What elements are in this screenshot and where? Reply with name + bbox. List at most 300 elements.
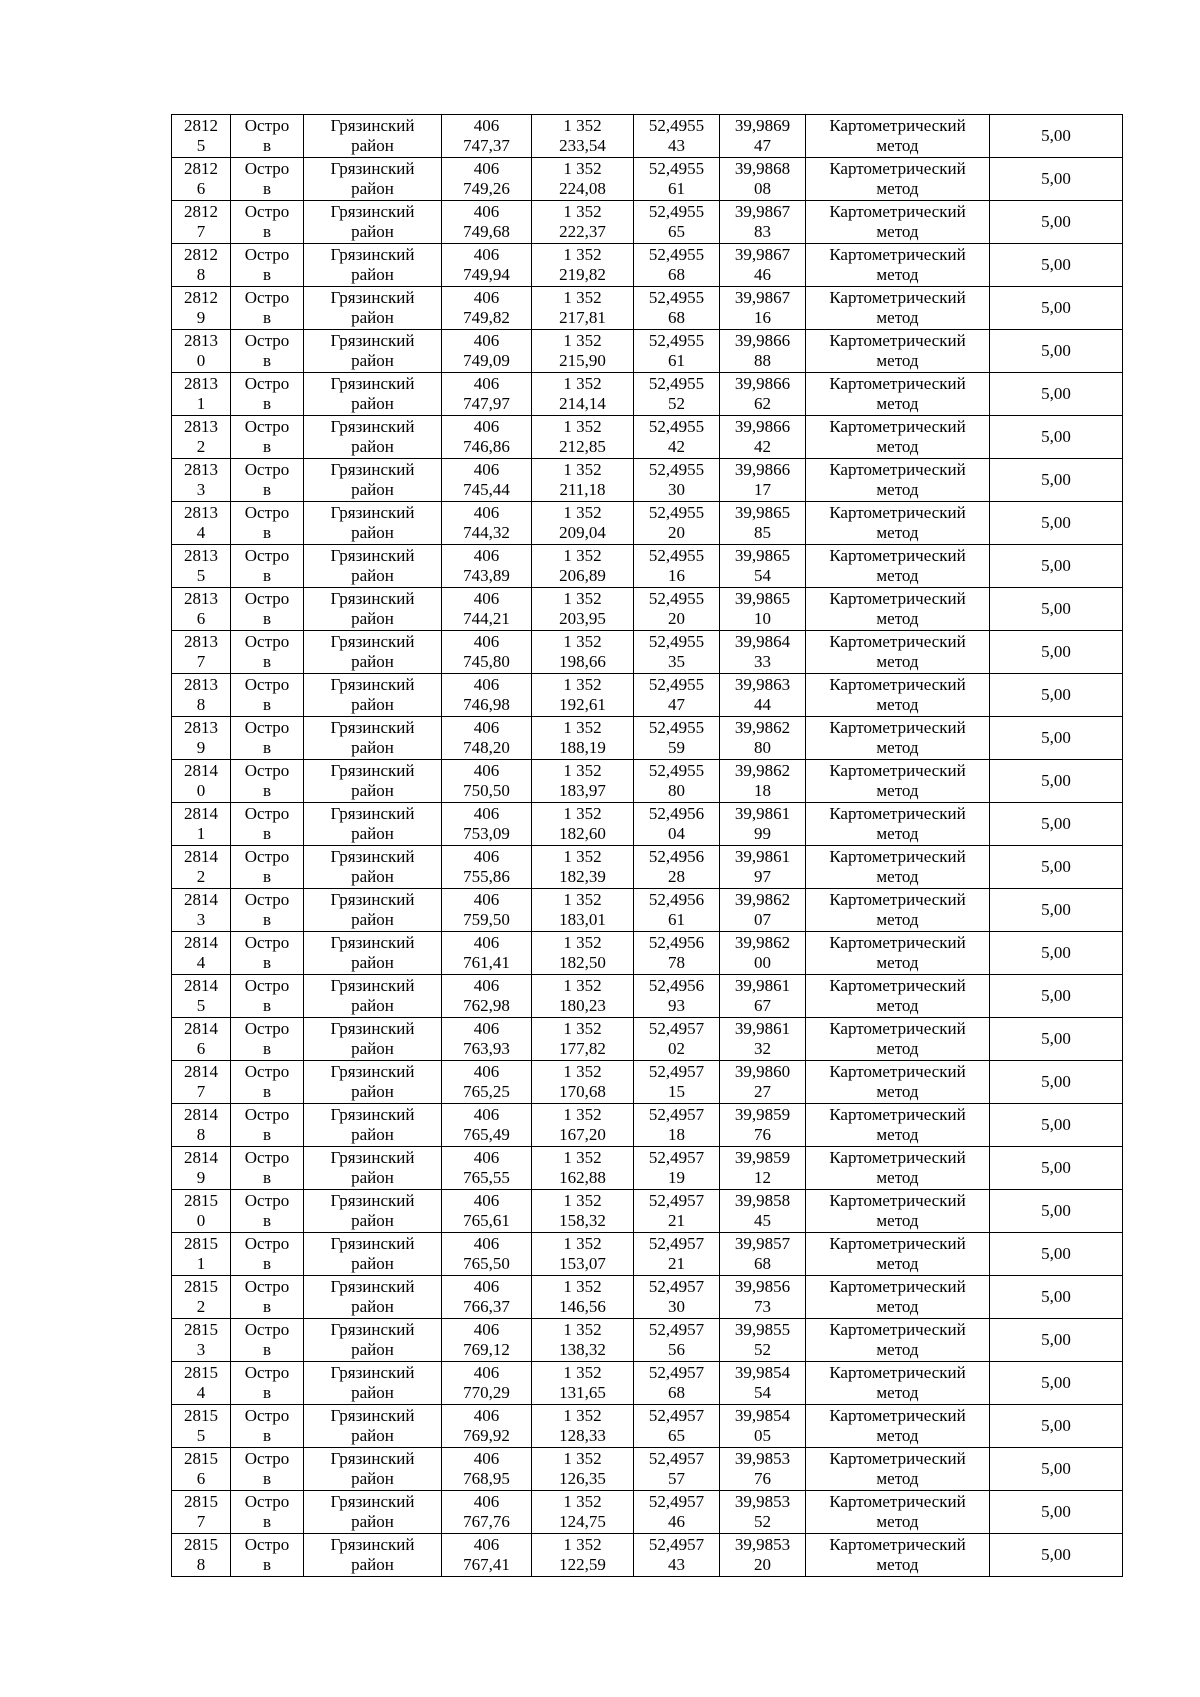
cell-text: 1 352 bbox=[563, 890, 602, 909]
cell-text: 52,4955 bbox=[648, 546, 705, 565]
cell-text: метод bbox=[876, 1168, 919, 1187]
cell-text: 19 bbox=[668, 1168, 685, 1187]
cell-text: 39,9861 bbox=[734, 976, 791, 995]
cell-text: 83 bbox=[754, 222, 771, 241]
cell-text: 1 352 bbox=[563, 632, 602, 651]
cell-text: 39,9858 bbox=[734, 1191, 791, 1210]
cell-text: Картометрический bbox=[829, 546, 966, 565]
coord-y-cell bbox=[532, 1448, 634, 1491]
cell-text: в bbox=[262, 609, 272, 628]
table-row bbox=[172, 803, 1123, 846]
cell-text: 2 bbox=[196, 437, 206, 456]
district-cell bbox=[304, 1491, 442, 1534]
cell-text: 167,20 bbox=[559, 1125, 606, 1144]
point-number-cell bbox=[172, 803, 231, 846]
cell-text: Грязинский bbox=[330, 1234, 415, 1253]
cell-text: 39,9866 bbox=[734, 417, 791, 436]
cell-text: 406 bbox=[473, 804, 500, 823]
cell-text: 222,37 bbox=[559, 222, 606, 241]
latitude-cell bbox=[634, 115, 720, 158]
method-cell bbox=[806, 932, 990, 975]
cell-text: 28 bbox=[668, 867, 685, 886]
method-cell bbox=[806, 244, 990, 287]
cell-text: 52,4955 bbox=[648, 417, 705, 436]
cell-text: 08 bbox=[754, 179, 771, 198]
cell-text: 4 bbox=[196, 523, 206, 542]
cell-text: 406 bbox=[473, 1449, 500, 1468]
point-number-cell bbox=[172, 158, 231, 201]
table-row bbox=[172, 760, 1123, 803]
cell-text: 5,00 bbox=[1041, 857, 1071, 876]
longitude-cell bbox=[720, 803, 806, 846]
cell-text: 18 bbox=[754, 781, 771, 800]
cell-text: район bbox=[351, 566, 394, 585]
accuracy-cell bbox=[990, 502, 1123, 545]
object-name-cell bbox=[231, 459, 304, 502]
cell-text: 1 bbox=[196, 1254, 206, 1273]
object-name-cell bbox=[231, 631, 304, 674]
cell-text: 6 bbox=[196, 1469, 206, 1488]
object-name-cell bbox=[231, 1018, 304, 1061]
latitude-cell bbox=[634, 158, 720, 201]
latitude-cell bbox=[634, 1534, 720, 1577]
coord-y-cell bbox=[532, 760, 634, 803]
cell-text: 5,00 bbox=[1041, 470, 1071, 489]
latitude-cell bbox=[634, 373, 720, 416]
coord-x-cell bbox=[442, 545, 532, 588]
cell-text: 749,26 bbox=[463, 179, 510, 198]
cell-text: 1 352 bbox=[563, 1105, 602, 1124]
cell-text: 39,9868 bbox=[734, 159, 791, 178]
cell-text: 52,4955 bbox=[648, 245, 705, 264]
cell-text: 1 352 bbox=[563, 1191, 602, 1210]
cell-text: 52,4956 bbox=[648, 890, 705, 909]
point-number-cell bbox=[172, 545, 231, 588]
cell-text: 2813 bbox=[184, 546, 218, 565]
cell-text: 39,9863 bbox=[734, 675, 791, 694]
cell-text: 97 bbox=[754, 867, 771, 886]
method-cell bbox=[806, 502, 990, 545]
cell-text: Картометрический bbox=[829, 933, 966, 952]
cell-text: в bbox=[262, 566, 272, 585]
cell-text: Остро bbox=[244, 976, 290, 995]
cell-text: 188,19 bbox=[559, 738, 606, 757]
longitude-cell bbox=[720, 975, 806, 1018]
cell-text: 5,00 bbox=[1041, 513, 1071, 532]
cell-text: 5,00 bbox=[1041, 771, 1071, 790]
district-cell bbox=[304, 502, 442, 545]
coord-y-cell bbox=[532, 803, 634, 846]
coord-x-cell bbox=[442, 631, 532, 674]
cell-text: Остро bbox=[244, 1019, 290, 1038]
cell-text: 68 bbox=[754, 1254, 771, 1273]
cell-text: 406 bbox=[473, 1062, 500, 1081]
coord-x-cell bbox=[442, 846, 532, 889]
cell-text: Остро bbox=[244, 503, 290, 522]
accuracy-cell bbox=[990, 287, 1123, 330]
accuracy-cell bbox=[990, 158, 1123, 201]
cell-text: 5,00 bbox=[1041, 1545, 1071, 1564]
table-row bbox=[172, 846, 1123, 889]
table-row bbox=[172, 588, 1123, 631]
cell-text: Картометрический bbox=[829, 976, 966, 995]
cell-text: в bbox=[262, 1254, 272, 1273]
method-cell bbox=[806, 287, 990, 330]
cell-text: Картометрический bbox=[829, 460, 966, 479]
cell-text: 59 bbox=[668, 738, 685, 757]
cell-text: метод bbox=[876, 1426, 919, 1445]
cell-text: 755,86 bbox=[463, 867, 510, 886]
cell-text: 39,9856 bbox=[734, 1277, 791, 1296]
cell-text: в bbox=[262, 179, 272, 198]
coord-y-cell bbox=[532, 588, 634, 631]
cell-text: Остро bbox=[244, 245, 290, 264]
cell-text: 765,61 bbox=[463, 1211, 510, 1230]
district-cell bbox=[304, 674, 442, 717]
cell-text: 52 bbox=[754, 1340, 771, 1359]
cell-text: 39,9859 bbox=[734, 1148, 791, 1167]
longitude-cell bbox=[720, 545, 806, 588]
cell-text: Грязинский bbox=[330, 632, 415, 651]
latitude-cell bbox=[634, 932, 720, 975]
cell-text: 769,12 bbox=[463, 1340, 510, 1359]
object-name-cell bbox=[231, 803, 304, 846]
cell-text: 1 352 bbox=[563, 1234, 602, 1253]
cell-text: 2815 bbox=[184, 1191, 218, 1210]
cell-text: 39,9867 bbox=[734, 245, 791, 264]
object-name-cell bbox=[231, 1362, 304, 1405]
cell-text: 05 bbox=[754, 1426, 771, 1445]
table-row bbox=[172, 287, 1123, 330]
cell-text: 0 bbox=[196, 351, 206, 370]
cell-text: 2815 bbox=[184, 1406, 218, 1425]
object-name-cell bbox=[231, 760, 304, 803]
cell-text: метод bbox=[876, 1383, 919, 1402]
cell-text: в bbox=[262, 1297, 272, 1316]
accuracy-cell bbox=[990, 1147, 1123, 1190]
cell-text: 52,4955 bbox=[648, 331, 705, 350]
cell-text: Грязинский bbox=[330, 503, 415, 522]
cell-text: 52,4957 bbox=[648, 1449, 705, 1468]
cell-text: в bbox=[262, 480, 272, 499]
method-cell bbox=[806, 674, 990, 717]
district-cell bbox=[304, 373, 442, 416]
cell-text: 2813 bbox=[184, 374, 218, 393]
district-cell bbox=[304, 631, 442, 674]
cell-text: 52,4957 bbox=[648, 1062, 705, 1081]
cell-text: район bbox=[351, 394, 394, 413]
cell-text: район bbox=[351, 265, 394, 284]
cell-text: 39,9862 bbox=[734, 890, 791, 909]
cell-text: 7 bbox=[196, 1512, 206, 1531]
method-cell bbox=[806, 1405, 990, 1448]
cell-text: 39,9866 bbox=[734, 374, 791, 393]
latitude-cell bbox=[634, 889, 720, 932]
longitude-cell bbox=[720, 287, 806, 330]
coord-x-cell bbox=[442, 1147, 532, 1190]
table-row bbox=[172, 201, 1123, 244]
cell-text: метод bbox=[876, 824, 919, 843]
cell-text: Картометрический bbox=[829, 503, 966, 522]
accuracy-cell bbox=[990, 760, 1123, 803]
cell-text: 52,4956 bbox=[648, 976, 705, 995]
cell-text: 52,4957 bbox=[648, 1191, 705, 1210]
cell-text: 39,9865 bbox=[734, 546, 791, 565]
cell-text: Остро bbox=[244, 718, 290, 737]
latitude-cell bbox=[634, 1190, 720, 1233]
table-row bbox=[172, 1405, 1123, 1448]
cell-text: 406 bbox=[473, 1234, 500, 1253]
longitude-cell bbox=[720, 459, 806, 502]
cell-text: 39,9866 bbox=[734, 331, 791, 350]
cell-text: в bbox=[262, 695, 272, 714]
cell-text: район bbox=[351, 1555, 394, 1574]
cell-text: 1 352 bbox=[563, 1062, 602, 1081]
cell-text: 46 bbox=[668, 1512, 685, 1531]
accuracy-cell bbox=[990, 1491, 1123, 1534]
cell-text: 1 352 bbox=[563, 1148, 602, 1167]
cell-text: 1 352 bbox=[563, 976, 602, 995]
cell-text: Грязинский bbox=[330, 288, 415, 307]
object-name-cell bbox=[231, 330, 304, 373]
method-cell bbox=[806, 115, 990, 158]
cell-text: Грязинский bbox=[330, 374, 415, 393]
cell-text: 39,9862 bbox=[734, 718, 791, 737]
cell-text: Картометрический bbox=[829, 1148, 966, 1167]
object-name-cell bbox=[231, 287, 304, 330]
cell-text: в bbox=[262, 222, 272, 241]
cell-text: метод bbox=[876, 480, 919, 499]
cell-text: район bbox=[351, 1512, 394, 1531]
method-cell bbox=[806, 1147, 990, 1190]
coord-x-cell bbox=[442, 201, 532, 244]
cell-text: метод bbox=[876, 265, 919, 284]
district-cell bbox=[304, 588, 442, 631]
cell-text: метод bbox=[876, 910, 919, 929]
latitude-cell bbox=[634, 287, 720, 330]
cell-text: 2814 bbox=[184, 847, 218, 866]
point-number-cell bbox=[172, 975, 231, 1018]
cell-text: 52,4957 bbox=[648, 1406, 705, 1425]
cell-text: 5,00 bbox=[1041, 1244, 1071, 1263]
cell-text: 1 352 bbox=[563, 1449, 602, 1468]
district-cell bbox=[304, 803, 442, 846]
cell-text: Картометрический bbox=[829, 1363, 966, 1382]
cell-text: Остро bbox=[244, 1535, 290, 1554]
coord-x-cell bbox=[442, 889, 532, 932]
cell-text: 1 352 bbox=[563, 933, 602, 952]
cell-text: Картометрический bbox=[829, 1234, 966, 1253]
cell-text: Остро bbox=[244, 1062, 290, 1081]
cell-text: 65 bbox=[668, 222, 685, 241]
object-name-cell bbox=[231, 373, 304, 416]
cell-text: 39,9853 bbox=[734, 1535, 791, 1554]
cell-text: Грязинский bbox=[330, 331, 415, 350]
point-number-cell bbox=[172, 1233, 231, 1276]
cell-text: 2812 bbox=[184, 116, 218, 135]
cell-text: 769,92 bbox=[463, 1426, 510, 1445]
latitude-cell bbox=[634, 588, 720, 631]
longitude-cell bbox=[720, 1018, 806, 1061]
district-cell bbox=[304, 1448, 442, 1491]
cell-text: Грязинский bbox=[330, 1191, 415, 1210]
accuracy-cell bbox=[990, 889, 1123, 932]
cell-text: 2814 bbox=[184, 761, 218, 780]
longitude-cell bbox=[720, 1276, 806, 1319]
coord-y-cell bbox=[532, 717, 634, 760]
method-cell bbox=[806, 1104, 990, 1147]
cell-text: 406 bbox=[473, 417, 500, 436]
district-cell bbox=[304, 545, 442, 588]
point-number-cell bbox=[172, 889, 231, 932]
district-cell bbox=[304, 330, 442, 373]
point-number-cell bbox=[172, 502, 231, 545]
object-name-cell bbox=[231, 846, 304, 889]
coord-y-cell bbox=[532, 287, 634, 330]
coord-y-cell bbox=[532, 674, 634, 717]
cell-text: район bbox=[351, 1082, 394, 1101]
cell-text: метод bbox=[876, 953, 919, 972]
coord-x-cell bbox=[442, 115, 532, 158]
cell-text: 43 bbox=[668, 1555, 685, 1574]
cell-text: 3 bbox=[196, 910, 206, 929]
cell-text: 39,9866 bbox=[734, 460, 791, 479]
cell-text: 5 bbox=[196, 136, 206, 155]
cell-text: 73 bbox=[754, 1297, 771, 1316]
accuracy-cell bbox=[990, 1233, 1123, 1276]
district-cell bbox=[304, 115, 442, 158]
latitude-cell bbox=[634, 1061, 720, 1104]
cell-text: Грязинский bbox=[330, 1148, 415, 1167]
longitude-cell bbox=[720, 1190, 806, 1233]
cell-text: в bbox=[262, 523, 272, 542]
cell-text: Грязинский bbox=[330, 761, 415, 780]
point-number-cell bbox=[172, 1190, 231, 1233]
cell-text: Остро bbox=[244, 1277, 290, 1296]
cell-text: Грязинский bbox=[330, 890, 415, 909]
district-cell bbox=[304, 1405, 442, 1448]
cell-text: 406 bbox=[473, 1105, 500, 1124]
longitude-cell bbox=[720, 201, 806, 244]
method-cell bbox=[806, 1233, 990, 1276]
cell-text: 153,07 bbox=[559, 1254, 606, 1273]
cell-text: 52,4956 bbox=[648, 804, 705, 823]
cell-text: 35 bbox=[668, 652, 685, 671]
cell-text: Остро bbox=[244, 417, 290, 436]
cell-text: 2815 bbox=[184, 1234, 218, 1253]
cell-text: 52 bbox=[668, 394, 685, 413]
cell-text: район bbox=[351, 910, 394, 929]
cell-text: 746,86 bbox=[463, 437, 510, 456]
cell-text: 5,00 bbox=[1041, 1201, 1071, 1220]
accuracy-cell bbox=[990, 1405, 1123, 1448]
cell-text: 4 bbox=[196, 1383, 206, 1402]
coord-y-cell bbox=[532, 975, 634, 1018]
method-cell bbox=[806, 1276, 990, 1319]
cell-text: 182,60 bbox=[559, 824, 606, 843]
district-cell bbox=[304, 244, 442, 287]
method-cell bbox=[806, 1319, 990, 1362]
cell-text: 39,9867 bbox=[734, 202, 791, 221]
accuracy-cell bbox=[990, 975, 1123, 1018]
object-name-cell bbox=[231, 545, 304, 588]
cell-text: 52,4957 bbox=[648, 1535, 705, 1554]
cell-text: Картометрический bbox=[829, 245, 966, 264]
cell-text: 746,98 bbox=[463, 695, 510, 714]
table-row bbox=[172, 1233, 1123, 1276]
latitude-cell bbox=[634, 631, 720, 674]
cell-text: 47 bbox=[668, 695, 685, 714]
cell-text: 1 352 bbox=[563, 1492, 602, 1511]
table-row bbox=[172, 1104, 1123, 1147]
cell-text: 99 bbox=[754, 824, 771, 843]
cell-text: 747,97 bbox=[463, 394, 510, 413]
longitude-cell bbox=[720, 1448, 806, 1491]
cell-text: 1 352 bbox=[563, 374, 602, 393]
coord-y-cell bbox=[532, 502, 634, 545]
cell-text: Грязинский bbox=[330, 1105, 415, 1124]
cell-text: Картометрический bbox=[829, 116, 966, 135]
table-row bbox=[172, 1018, 1123, 1061]
cell-text: 749,09 bbox=[463, 351, 510, 370]
method-cell bbox=[806, 1190, 990, 1233]
coord-y-cell bbox=[532, 1319, 634, 1362]
cell-text: 68 bbox=[668, 1383, 685, 1402]
district-cell bbox=[304, 1061, 442, 1104]
cell-text: 209,04 bbox=[559, 523, 606, 542]
method-cell bbox=[806, 459, 990, 502]
cell-text: 5,00 bbox=[1041, 1115, 1071, 1134]
cell-text: 39,9859 bbox=[734, 1105, 791, 1124]
cell-text: Грязинский bbox=[330, 1492, 415, 1511]
coord-x-cell bbox=[442, 502, 532, 545]
latitude-cell bbox=[634, 1362, 720, 1405]
cell-text: Картометрический bbox=[829, 804, 966, 823]
method-cell bbox=[806, 1491, 990, 1534]
cell-text: Грязинский bbox=[330, 1019, 415, 1038]
cell-text: метод bbox=[876, 1297, 919, 1316]
longitude-cell bbox=[720, 932, 806, 975]
cell-text: 2 bbox=[196, 1297, 206, 1316]
cell-text: 206,89 bbox=[559, 566, 606, 585]
cell-text: Остро bbox=[244, 159, 290, 178]
cell-text: 198,66 bbox=[559, 652, 606, 671]
district-cell bbox=[304, 1534, 442, 1577]
cell-text: 39,9861 bbox=[734, 804, 791, 823]
cell-text: 42 bbox=[668, 437, 685, 456]
accuracy-cell bbox=[990, 459, 1123, 502]
cell-text: 39,9853 bbox=[734, 1449, 791, 1468]
latitude-cell bbox=[634, 1448, 720, 1491]
cell-text: 2815 bbox=[184, 1492, 218, 1511]
cell-text: Остро bbox=[244, 1406, 290, 1425]
table-row bbox=[172, 1190, 1123, 1233]
cell-text: 52,4955 bbox=[648, 288, 705, 307]
coord-y-cell bbox=[532, 631, 634, 674]
cell-text: в bbox=[262, 351, 272, 370]
cell-text: 765,55 bbox=[463, 1168, 510, 1187]
point-number-cell bbox=[172, 201, 231, 244]
cell-text: 4 bbox=[196, 953, 206, 972]
cell-text: 1 352 bbox=[563, 1535, 602, 1554]
method-cell bbox=[806, 416, 990, 459]
cell-text: 212,85 bbox=[559, 437, 606, 456]
cell-text: 39,9862 bbox=[734, 933, 791, 952]
cell-text: 5,00 bbox=[1041, 1158, 1071, 1177]
cell-text: 52,4957 bbox=[648, 1105, 705, 1124]
coord-y-cell bbox=[532, 932, 634, 975]
cell-text: Остро bbox=[244, 933, 290, 952]
